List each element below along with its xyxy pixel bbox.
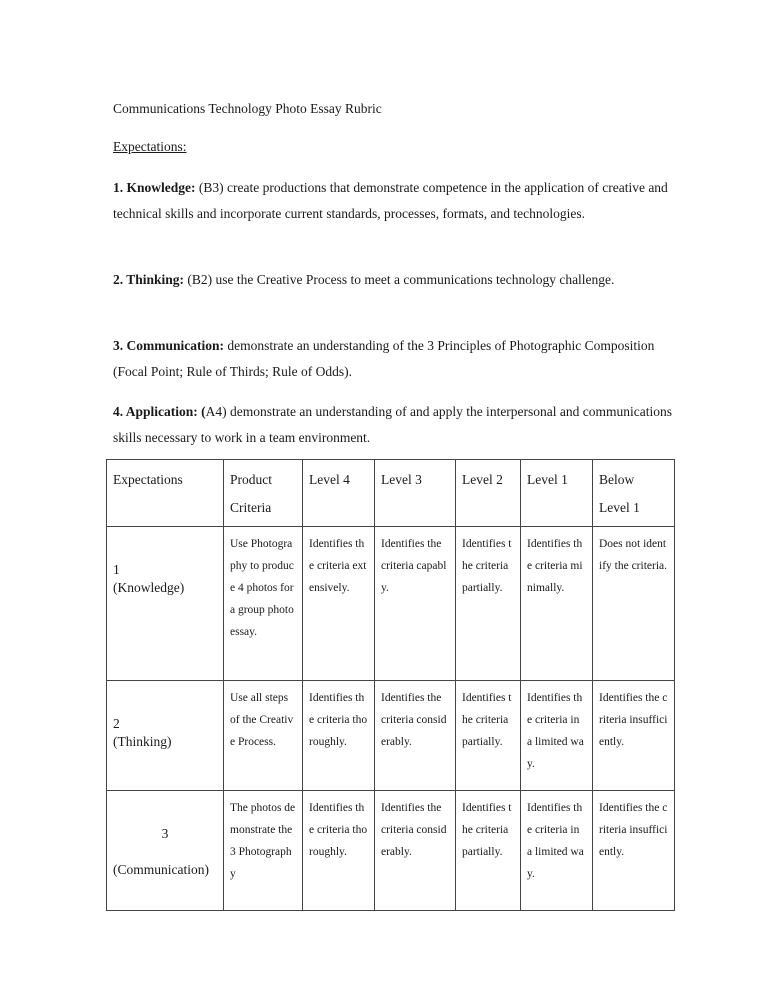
expectation-name: (Communication) bbox=[113, 862, 209, 877]
expectation-text: (B3) create productions that demonstrate competence in the application of creative and technical skills and incorporate current standards, processes, formats, and technologies. bbox=[113, 180, 668, 221]
level-2-cell: Identifies the criteria partially. bbox=[456, 791, 521, 911]
column-header: Level 1 bbox=[521, 460, 593, 527]
expectation-label: 1. Knowledge: bbox=[113, 180, 196, 195]
expectation-number: 1 bbox=[113, 562, 120, 577]
level-4-cell: Identifies the criteria extensively. bbox=[303, 527, 375, 681]
column-header: Level 2 bbox=[456, 460, 521, 527]
expectation-text: A4) demonstrate an understanding of and apply the interpersonal and communications skills necessary to work in a team environment. bbox=[113, 404, 673, 445]
criteria-cell: Use Photography to produce 4 photos for a group photo essay. bbox=[224, 527, 303, 681]
level-1-cell: Identifies the criteria in a limited way. bbox=[521, 681, 593, 791]
expectation-label: 4. Application: ( bbox=[113, 404, 206, 419]
expectation-name: (Knowledge) bbox=[113, 580, 185, 595]
level-3-cell: Identifies the criteria capably. bbox=[375, 527, 456, 681]
expectation-number: 3 bbox=[161, 826, 169, 841]
level-4-cell: Identifies the criteria thoroughly. bbox=[303, 681, 375, 791]
expectation-label: 2. Thinking: bbox=[113, 272, 185, 287]
column-header: Product Criteria bbox=[224, 460, 303, 527]
below-level-1-cell: Identifies the criteria insufficiently. bbox=[593, 791, 675, 911]
expectation-knowledge bbox=[113, 175, 673, 227]
criteria-cell: Use all steps of the Creative Process. bbox=[224, 681, 303, 791]
rubric-table bbox=[106, 459, 675, 911]
level-3-cell: Identifies the criteria considerably. bbox=[375, 791, 456, 911]
level-4-cell: Identifies the criteria thoroughly. bbox=[303, 791, 375, 911]
table-header-row bbox=[107, 460, 675, 527]
column-header: Level 4 bbox=[303, 460, 375, 527]
expectation-text: demonstrate an understanding of the 3 Principles of Photographic Composition (Focal Point; Rule of Thirds; Rule of Odds). bbox=[113, 338, 655, 379]
column-header: Below Level 1 bbox=[593, 460, 675, 527]
table-row bbox=[107, 791, 675, 911]
criteria-cell: The photos demonstrate the 3 Photography bbox=[224, 791, 303, 911]
document-title: Communications Technology Photo Essay Rubric bbox=[113, 101, 382, 116]
row-expectation-cell bbox=[107, 791, 224, 911]
level-2-cell: Identifies the criteria partially. bbox=[456, 681, 521, 791]
expectation-label: 3. Communication: bbox=[113, 338, 224, 353]
expectations-heading: Expectations: bbox=[113, 139, 187, 154]
level-3-cell: Identifies the criteria considerably. bbox=[375, 681, 456, 791]
expectation-communication bbox=[113, 333, 673, 385]
expectation-number: 2 bbox=[113, 716, 120, 731]
column-header: Expectations bbox=[107, 460, 224, 527]
below-level-1-cell: Identifies the criteria insufficiently. bbox=[593, 681, 675, 791]
level-1-cell: Identifies the criteria in a limited way. bbox=[521, 791, 593, 911]
level-2-cell: Identifies the criteria partially. bbox=[456, 527, 521, 681]
level-1-cell: Identifies the criteria minimally. bbox=[521, 527, 593, 681]
expectation-text: (B2) use the Creative Process to meet a communications technology challenge. bbox=[184, 272, 615, 287]
expectation-application bbox=[113, 399, 673, 451]
row-expectation-cell bbox=[107, 527, 224, 681]
row-expectation-cell bbox=[107, 681, 224, 791]
column-header: Level 3 bbox=[375, 460, 456, 527]
expectation-thinking bbox=[113, 267, 673, 293]
expectation-name: (Thinking) bbox=[113, 734, 172, 749]
table-row bbox=[107, 527, 675, 681]
below-level-1-cell: Does not identify the criteria. bbox=[593, 527, 675, 681]
table-row bbox=[107, 681, 675, 791]
